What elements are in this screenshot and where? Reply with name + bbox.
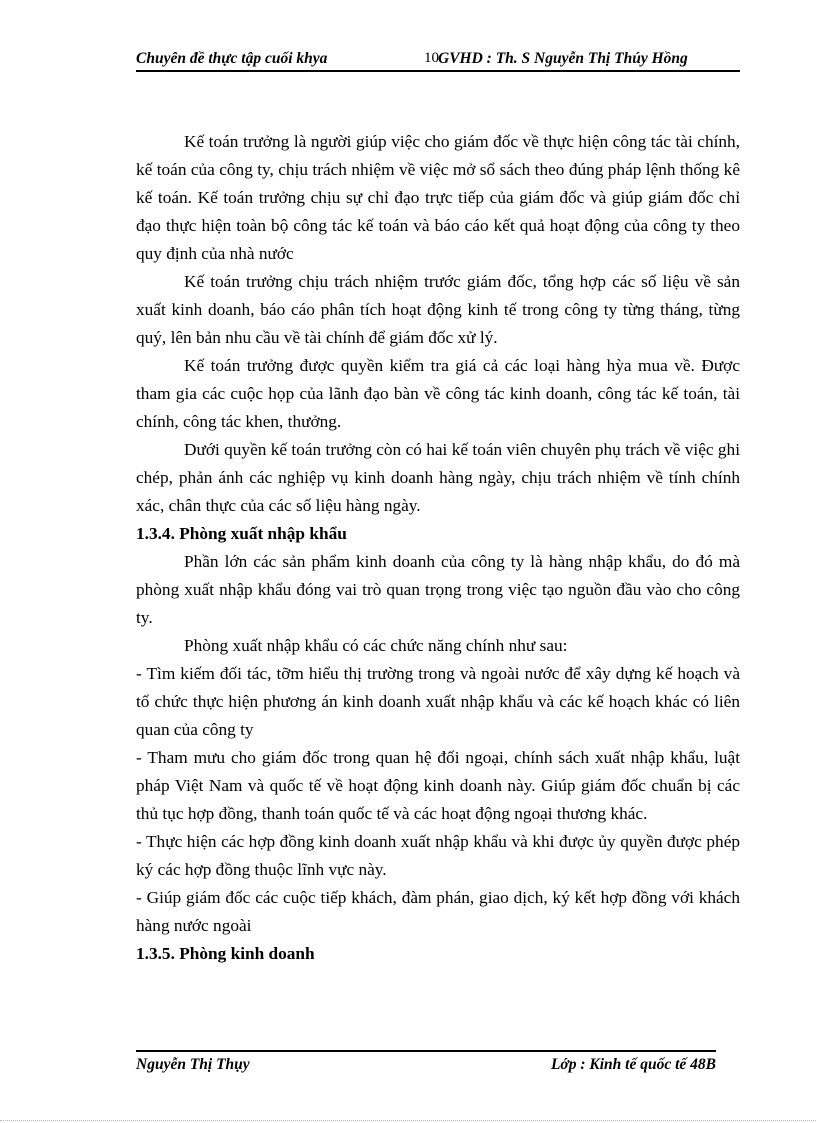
- section-heading: 1.3.5. Phòng kinh doanh: [136, 944, 315, 963]
- header-rule: [136, 70, 740, 72]
- footer-author: Nguyễn Thị Thụy: [136, 1056, 250, 1073]
- page-footer: [136, 1056, 716, 1078]
- bullet-item: - Tham mưu cho giám đốc trong quan hệ đối ngoại, chính sách xuất nhập khẩu, luật pháp Việt Nam và quốc tế về hoạt động kinh doanh này. Giúp giám đốc chuẩn bị các thủ tục hợp đồng, thanh toán quốc tế và các hoạt động ngoại thương khác.: [136, 748, 740, 823]
- paragraph: Phần lớn các sản phẩm kinh doanh của công ty là hàng nhập khẩu, do đó mà phòng xuất nhập khẩu đóng vai trò quan trọng trong việc tạo nguồn đầu vào cho công ty.: [136, 552, 740, 627]
- section-heading: 1.3.4. Phòng xuất nhập khẩu: [136, 524, 347, 543]
- footer-rule: [136, 1050, 716, 1052]
- paragraph: Kế toán trưởng được quyền kiểm tra giá cả các loại hàng hỳa mua về. Được tham gia các cuộc họp của lãnh đạo bàn về công tác kinh doanh, công tác kế toán, tài chính, công tác khen, thưởng.: [136, 356, 740, 431]
- header-advisor: GVHD : Th. S Nguyễn Thị Thúy Hồng: [438, 50, 688, 67]
- header-title: Chuyên đề thực tập cuối khya: [136, 50, 328, 67]
- paragraph: Phòng xuất nhập khẩu có các chức năng chính như sau:: [184, 636, 568, 655]
- page-header: [136, 48, 740, 70]
- paragraph: Dưới quyền kế toán trưởng còn có hai kế toán viên chuyên phụ trách về việc ghi chép, phản ánh các nghiệp vụ kinh doanh hàng ngày, chịu trách nhiệm về tính chính xác, chân thực của các số liệu hàng ngày.: [136, 440, 740, 515]
- bullet-item: - Tìm kiếm đối tác, tỡm hiểu thị trường trong và ngoài nước để xây dựng kế hoạch và tổ chức thực hiện phương án kinh doanh xuất nhập khẩu và các kế hoạch khác có liên quan của công ty: [136, 664, 740, 739]
- page-number: 10: [424, 50, 439, 66]
- document-body: [136, 128, 740, 968]
- footer-class: Lớp : Kinh tế quốc tế 48B: [550, 1056, 716, 1073]
- bullet-item: - Thực hiện các hợp đồng kinh doanh xuất nhập khẩu và khi được ủy quyền được phép ký các hợp đồng thuộc lĩnh vực này.: [136, 832, 740, 879]
- paragraph: Kế toán trưởng là người giúp việc cho giám đốc về thực hiện công tác tài chính, kế toán của công ty, chịu trách nhiệm về việc mở sổ sách theo đúng pháp lệnh thống kê kế toán. Kế toán trưởng chịu sự chỉ đạo trực tiếp của giám đốc và giúp giám đốc chỉ đạo thực hiện toàn bộ công tác kế toán và báo cáo kết quả hoạt động của công ty theo quy định của nhà nước: [136, 132, 740, 263]
- page-edge: [0, 1120, 816, 1121]
- bullet-item: - Giúp giám đốc các cuộc tiếp khách, đàm phán, giao dịch, ký kết hợp đồng với khách hàng nước ngoài: [136, 888, 740, 935]
- paragraph: Kế toán trưởng chịu trách nhiệm trước giám đốc, tổng hợp các số liệu về sản xuất kinh doanh, báo cáo phân tích hoạt động kinh tế trong công ty từng tháng, từng quý, lên bản nhu cầu về tài chính để giám đốc xử lý.: [136, 272, 740, 347]
